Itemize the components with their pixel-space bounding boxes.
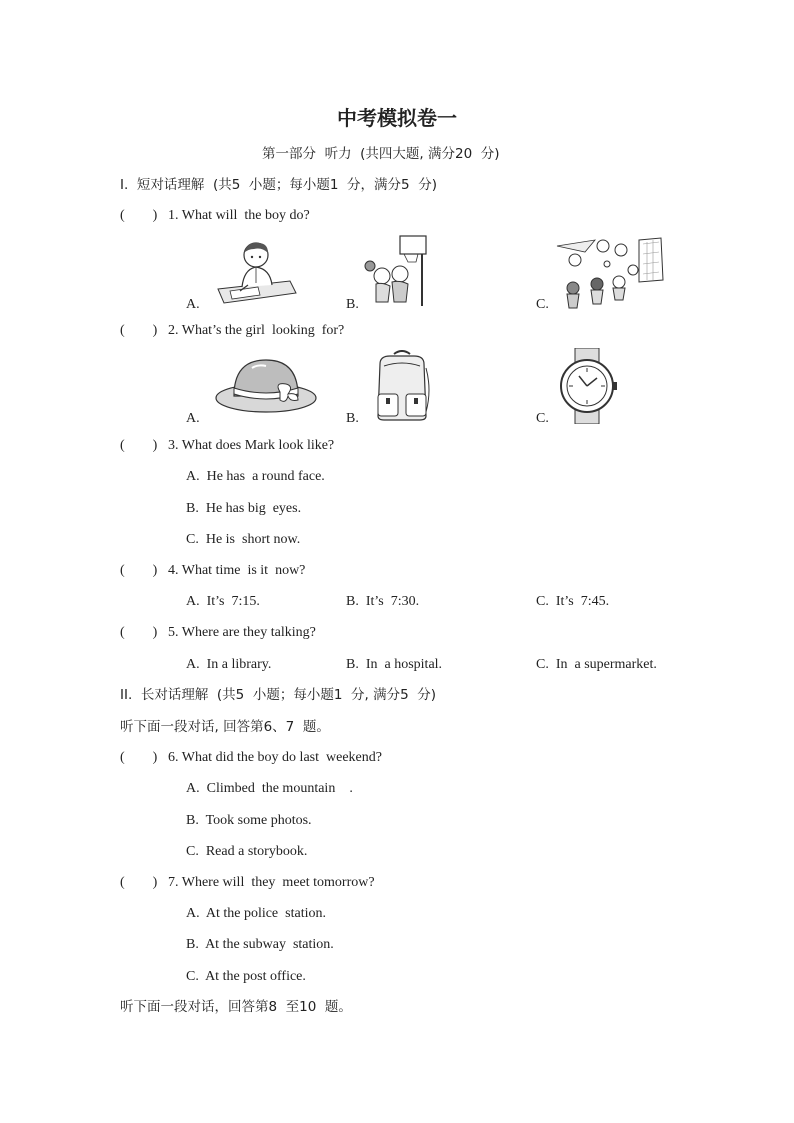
option-b[interactable]: B. In a hospital. [346, 657, 443, 672]
question-1: 1. What will the boy do? [168, 208, 310, 223]
option-a[interactable]: A. It’s 7:15. [186, 594, 260, 609]
kids-playing-football-label: C. [536, 297, 549, 312]
answer-blank[interactable]: ( ) [120, 750, 158, 765]
question-2: 2. What’s the girl looking for? [168, 323, 345, 338]
answer-blank[interactable]: ( ) [120, 323, 158, 338]
answer-blank[interactable]: ( ) [120, 208, 158, 223]
option-a[interactable]: A. He has a round face. [186, 469, 325, 484]
page-title: 中考模拟卷一 [337, 106, 457, 130]
option-a[interactable]: A. In a library. [186, 657, 272, 672]
option-c[interactable]: C. In a supermarket. [536, 657, 657, 672]
option-c[interactable]: C. It’s 7:45. [536, 594, 610, 609]
option-c[interactable]: C. Read a storybook. [186, 844, 308, 859]
answer-blank[interactable]: ( ) [120, 625, 158, 640]
answer-blank[interactable]: ( ) [120, 875, 158, 890]
answer-blank[interactable]: ( ) [120, 438, 158, 453]
kids-playing-football-image [555, 232, 665, 312]
section-2-heading: II. 长对话理解 (共5 小题；每小题1 分, 满分5 分) [120, 687, 437, 703]
watch-label: C. [536, 411, 549, 426]
option-b[interactable]: B. Took some photos. [186, 813, 312, 828]
option-b[interactable]: B. It’s 7:30. [346, 594, 420, 609]
kids-playing-basketball-image [360, 232, 440, 308]
question-3: 3. What does Mark look like? [168, 438, 335, 453]
section-1-heading: I. 短对话理解 (共5 小题；每小题1 分，满分5 分) [120, 177, 437, 193]
boy-writing-homework-image [210, 237, 300, 309]
option-c[interactable]: C. At the post office. [186, 969, 306, 984]
boy-writing-homework-label: A. [186, 297, 200, 312]
hat-label: A. [186, 411, 200, 426]
answer-blank[interactable]: ( ) [120, 563, 158, 578]
watch-image [557, 348, 617, 424]
dialogue-instruction: 听下面一段对话, 回答第6、7 题。 [120, 719, 330, 735]
dialogue-instruction: 听下面一段对话，回答第8 至10 题。 [120, 999, 352, 1015]
question-6: 6. What did the boy do last weekend? [168, 750, 382, 765]
part-heading: 第一部分 听力 (共四大题, 满分20 分) [262, 146, 500, 162]
hat-image [214, 354, 318, 414]
backpack-image [370, 350, 434, 422]
backpack-label: B. [346, 411, 359, 426]
option-a[interactable]: A. At the police station. [186, 906, 326, 921]
option-b[interactable]: B. He has big eyes. [186, 501, 302, 516]
question-4: 4. What time is it now? [168, 563, 306, 578]
question-5: 5. Where are they talking? [168, 625, 316, 640]
question-7: 7. Where will they meet tomorrow? [168, 875, 375, 890]
option-a[interactable]: A. Climbed the mountain . [186, 781, 353, 796]
option-b[interactable]: B. At the subway station. [186, 937, 334, 952]
kids-playing-basketball-label: B. [346, 297, 359, 312]
option-c[interactable]: C. He is short now. [186, 532, 301, 547]
